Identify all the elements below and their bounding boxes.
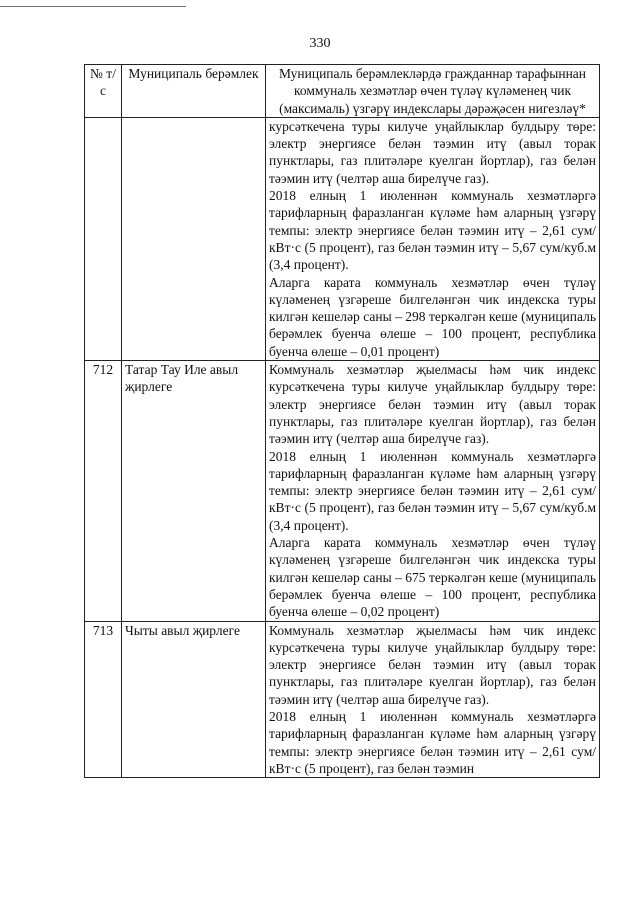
table-header-row xyxy=(85,65,600,118)
header-municipality: Муниципаль берәмлек xyxy=(122,65,266,118)
row-municipality xyxy=(122,117,266,360)
row-municipality: Чыты авыл җирлеге xyxy=(122,621,266,778)
description-paragraph: Коммуналь хезмәтләр җыелмасы һәм чик индекс курсәткечена туры килуче уңайлыклар булдыру төре: электр энергиясе белән тәэмин итү (авыл торак пунктлары, газ плитәләре куелган йортлар), газ белән тәэмин итү (челтәр аша бирелүче газ). xyxy=(269,622,596,707)
description-paragraph: курсәткечена туры килуче уңайлыклар булдыру төре: электр энергиясе белән тәэмин итү (авыл торак пунктлары, газ плитәләре куелган йортлар), газ белән тәэмин итү (челтәр аша бирелүче газ). xyxy=(269,118,596,186)
row-description xyxy=(266,621,600,778)
table-row xyxy=(85,117,600,360)
page-number: 330 xyxy=(309,36,331,51)
description-paragraph: Аларга карата коммуналь хезмәтләр өчен түләү күләменең үзгәреше билгеләнгән чик индекска туры килгән кешеләр саны – 675 теркәлгән кеше (муниципаль берәмлек буенча өлеше – 100 процент, республика буенча өлеше – 0,02 процент) xyxy=(269,535,596,620)
row-number xyxy=(85,117,122,360)
description-paragraph: Коммуналь хезмәтләр җыелмасы һәм чик индекс курсәткечена туры килуче уңайлыклар булдыру төре: электр энергиясе белән тәэмин итү (авыл торак пунктлары, газ плитәләре куелган йортлар), газ белән тәэмин итү (челтәр аша бирелүче газ). xyxy=(269,362,596,447)
table-row xyxy=(85,361,600,621)
row-number: 713 xyxy=(85,621,122,778)
description-paragraph: 2018 елның 1 июленнән коммуналь хезмәтләргә тарифларның фаразланган күләме һәм аларның үзгәрү темпы: электр энергиясе белән тәэмин итү – 2,61 сум/кВт·с (5 процент), газ белән тәэмин итү – 5,67 сум/куб.м (3,4 процент). xyxy=(269,188,596,273)
row-description xyxy=(266,361,600,621)
row-municipality: Татар Тау Иле авыл җирлеге xyxy=(122,361,266,621)
row-number: 712 xyxy=(85,361,122,621)
header-number: № т/с xyxy=(85,65,122,118)
header-description: Муниципаль берәмлекләрдә гражданнар тарафыннан коммуналь хезмәтләр өчен түләү күләменең чик (максималь) үзгәрү индекслары дәрәҗәсен нигезләү* xyxy=(266,65,600,118)
description-paragraph: 2018 елның 1 июленнән коммуналь хезмәтләргә тарифларның фаразланган күләме һәм аларның үзгәрү темпы: электр энергиясе белән тәэмин итү – 2,61 сум/кВт·с (5 процент), газ белән тәэмин итү – 5,67 сум/куб.м (3,4 процент). xyxy=(269,448,596,533)
row-description xyxy=(266,117,600,360)
description-paragraph: 2018 елның 1 июленнән коммуналь хезмәтләргә тарифларның фаразланган күләме һәм аларның үзгәрү темпы: электр энергиясе белән тәэмин итү – 2,61 сум/кВт·с (5 процент), газ белән тәэмин xyxy=(269,708,596,776)
description-paragraph: Аларга карата коммуналь хезмәтләр өчен түләү күләменең үзгәреше билгеләнгән чик индекска туры килгән кешеләр саны – 298 теркәлгән кеше (муниципаль берәмлек буенча өлеше – 100 процент, республика буенча өлеше – 0,01 процент) xyxy=(269,274,596,359)
utility-index-table xyxy=(84,64,600,778)
top-rule xyxy=(0,6,186,7)
table-row xyxy=(85,621,600,778)
